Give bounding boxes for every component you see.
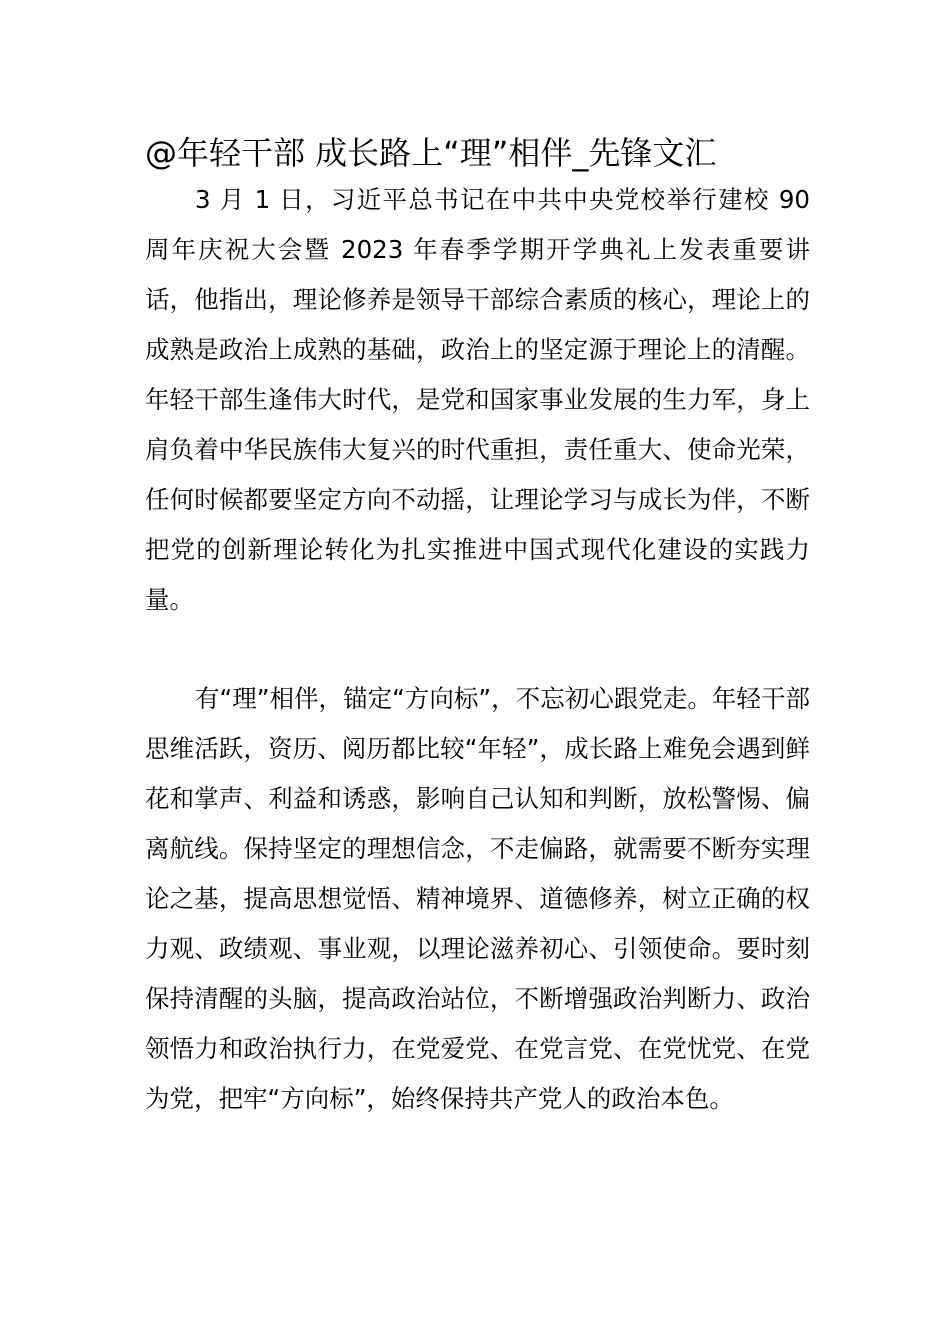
paragraph-1: 3 月 1 日，习近平总书记在中共中央党校举行建校 90 周年庆祝大会暨 2023 年春季学期开学典礼上发表重要讲话，他指出，理论修养是领导干部综合素质的核心，理论上的成熟是政治上成熟的基础，政治上的坚定源于理论上的清醒。年轻干部生逢伟大时代，是党和国家事业发展的生力军，身上肩负着中华民族伟大复兴的时代重担，责任重大、使命光荣，任何时候都要坚定方向不动摇，让理论学习与成长为伴，不断把党的创新理论转化为扎实推进中国式现代化建设的实践力量。 [145,185,810,614]
document-title: @年轻干部 成长路上“理”相伴_先锋文汇 [145,134,717,172]
paragraph-2: 有“理”相伴，锚定“方向标”，不忘初心跟党走。年轻干部思维活跃，资历、阅历都比较“年轻”，成长路上难免会遇到鲜花和掌声、利益和诱惑，影响自己认知和判断，放松警惕、偏离航线。保持坚定的理想信念，不走偏路，就需要不断夯实理论之基，提高思想觉悟、精神境界、道德修养，树立正确的权力观、政绩观、事业观，以理论滋养初心、引领使命。要时刻保持清醒的头脑，提高政治站位，不断增强政治判断力、政治领悟力和政治执行力，在党爱党、在党言党、在党忧党、在党为党，把牢“方向标”，始终保持共产党人的政治本色。 [145,684,810,1113]
